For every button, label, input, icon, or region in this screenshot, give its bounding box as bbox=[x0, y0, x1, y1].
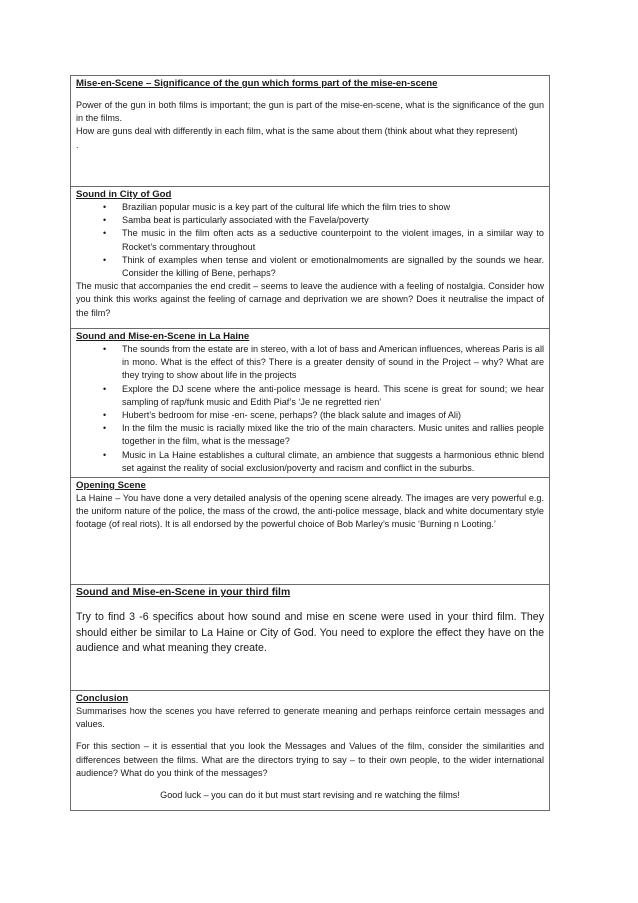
bullet-icon: • bbox=[103, 215, 107, 226]
bullet-list bbox=[76, 343, 544, 475]
section-heading: Sound in City of God bbox=[76, 189, 172, 200]
row-mise-en-scene bbox=[71, 76, 550, 187]
paragraph: . bbox=[76, 139, 79, 150]
list-item-text: Samba beat is particularly associated with the Favela/poverty bbox=[122, 215, 369, 226]
list-item bbox=[103, 449, 544, 475]
closing-note: Good luck – you can do it but must start revising and re watching the films! bbox=[160, 790, 460, 801]
paragraph: How are guns deal with differently in each film, what is the same about them (think about what they represent) bbox=[76, 126, 518, 137]
bullet-icon: • bbox=[103, 254, 107, 265]
list-item bbox=[103, 422, 544, 448]
cell-mise-en-scene bbox=[71, 76, 550, 187]
section-heading: Opening Scene bbox=[76, 480, 146, 492]
paragraph: For this section – it is essential that you look the Messages and Values of the film, consider the similarities and differences between the films. What are the directors trying to say – to their own people, to the wider international audience? What do you think of the messages? bbox=[76, 741, 544, 778]
cell-sound-la-haine bbox=[71, 329, 550, 478]
bullet-icon: • bbox=[103, 423, 107, 434]
bullet-icon: • bbox=[103, 344, 107, 354]
paragraph: Power of the gun in both films is important; the gun is part of the mise-en-scene, what is the significance of the gun in the films. bbox=[76, 100, 544, 124]
bullet-icon: • bbox=[103, 228, 107, 239]
list-item bbox=[103, 227, 544, 253]
paragraph: Summarises how the scenes you have referred to generate meaning and perhaps reinforce certain messages and values. bbox=[76, 706, 544, 730]
list-item-text: Brazilian popular music is a key part of the cultural life which the film tries to show bbox=[122, 202, 451, 212]
cell-sound-city-of-god bbox=[71, 187, 550, 329]
list-item-text: Hubert’s bedroom for mise -en- scene, perhaps? (the black salute and images of Ali) bbox=[122, 410, 461, 421]
bullet-icon: • bbox=[103, 383, 107, 394]
list-item bbox=[103, 201, 544, 214]
row-opening-scene bbox=[71, 478, 550, 585]
bullet-icon: • bbox=[103, 202, 107, 212]
bullet-icon: • bbox=[103, 449, 107, 460]
list-item bbox=[103, 383, 544, 409]
document-page bbox=[70, 75, 550, 811]
list-item-text: Music in La Haine establishes a cultural climate, an ambience that suggests a harmonious ethnic blend set against the reality of social exclusion/poverty and racism and conflict in the suburbs. bbox=[122, 449, 544, 473]
cell-opening-scene bbox=[71, 478, 550, 585]
list-item-text: Think of examples when tense and violent or emotionalmoments are signalled by the sounds we hear. Consider the killing of Bene, perhaps? bbox=[122, 254, 544, 279]
list-item bbox=[103, 343, 544, 383]
list-item-text: The music in the film often acts as a seductive counterpoint to the violent images, in a similar way to Rocket’s commentary throughout bbox=[122, 228, 544, 252]
content-table bbox=[70, 75, 550, 811]
row-third-film bbox=[71, 585, 550, 691]
section-heading: Sound and Mise-en-Scene in your third film bbox=[76, 587, 291, 599]
bullet-icon: • bbox=[103, 410, 107, 421]
cell-third-film bbox=[71, 585, 550, 691]
bullet-list bbox=[76, 201, 544, 280]
cell-conclusion bbox=[71, 691, 550, 811]
row-sound-la-haine bbox=[71, 329, 550, 478]
section-heading: Conclusion bbox=[76, 693, 129, 705]
list-item bbox=[103, 409, 544, 422]
row-sound-city-of-god bbox=[71, 187, 550, 329]
list-item-text: Explore the DJ scene where the anti-police message is heard. This scene is great for sound; we hear sampling of rap/funk music and Edith Piaf’s ‘Je ne regretted rien’ bbox=[122, 383, 544, 407]
paragraph: La Haine – You have done a very detailed analysis of the opening scene already. The images are very powerful e.g. the uniform nature of the police, the mass of the crowd, the anti-police message, black and white documentary style footage (of real riots). It is all endorsed by the powerful choice of Bob Marley’s music ‘Burning n Looting.’ bbox=[76, 493, 544, 530]
list-item bbox=[103, 214, 544, 227]
paragraph: The music that accompanies the end credit – seems to leave the audience with a feeling of nostalgia. Consider how you think this works against the feeling of carnage and deprivation we are shown? Does it neutralise the impact of the film? bbox=[76, 281, 544, 318]
list-item bbox=[103, 254, 544, 280]
list-item-text: In the film the music is racially mixed like the trio of the main characters. Music unites and rallies people together in the film, what is the message? bbox=[122, 423, 544, 447]
list-item-text: The sounds from the estate are in stereo, with a lot of bass and American influences, whereas Paris is all in mono. What is the effect of this? There is a greater density of sound in the Project – why? What are they trying to show about life in the projects bbox=[122, 344, 544, 381]
paragraph: Try to find 3 -6 specifics about how sound and mise en scene were used in your third film. They should either be similar to La Haine or City of God. You need to explore the effect they have on the audience and what meaning they create. bbox=[76, 611, 544, 655]
row-conclusion bbox=[71, 691, 550, 811]
section-heading: Sound and Mise-en-Scene in La Haine bbox=[76, 331, 250, 342]
section-heading: Mise-en-Scene – Significance of the gun which forms part of the mise-en-scene bbox=[76, 78, 438, 89]
